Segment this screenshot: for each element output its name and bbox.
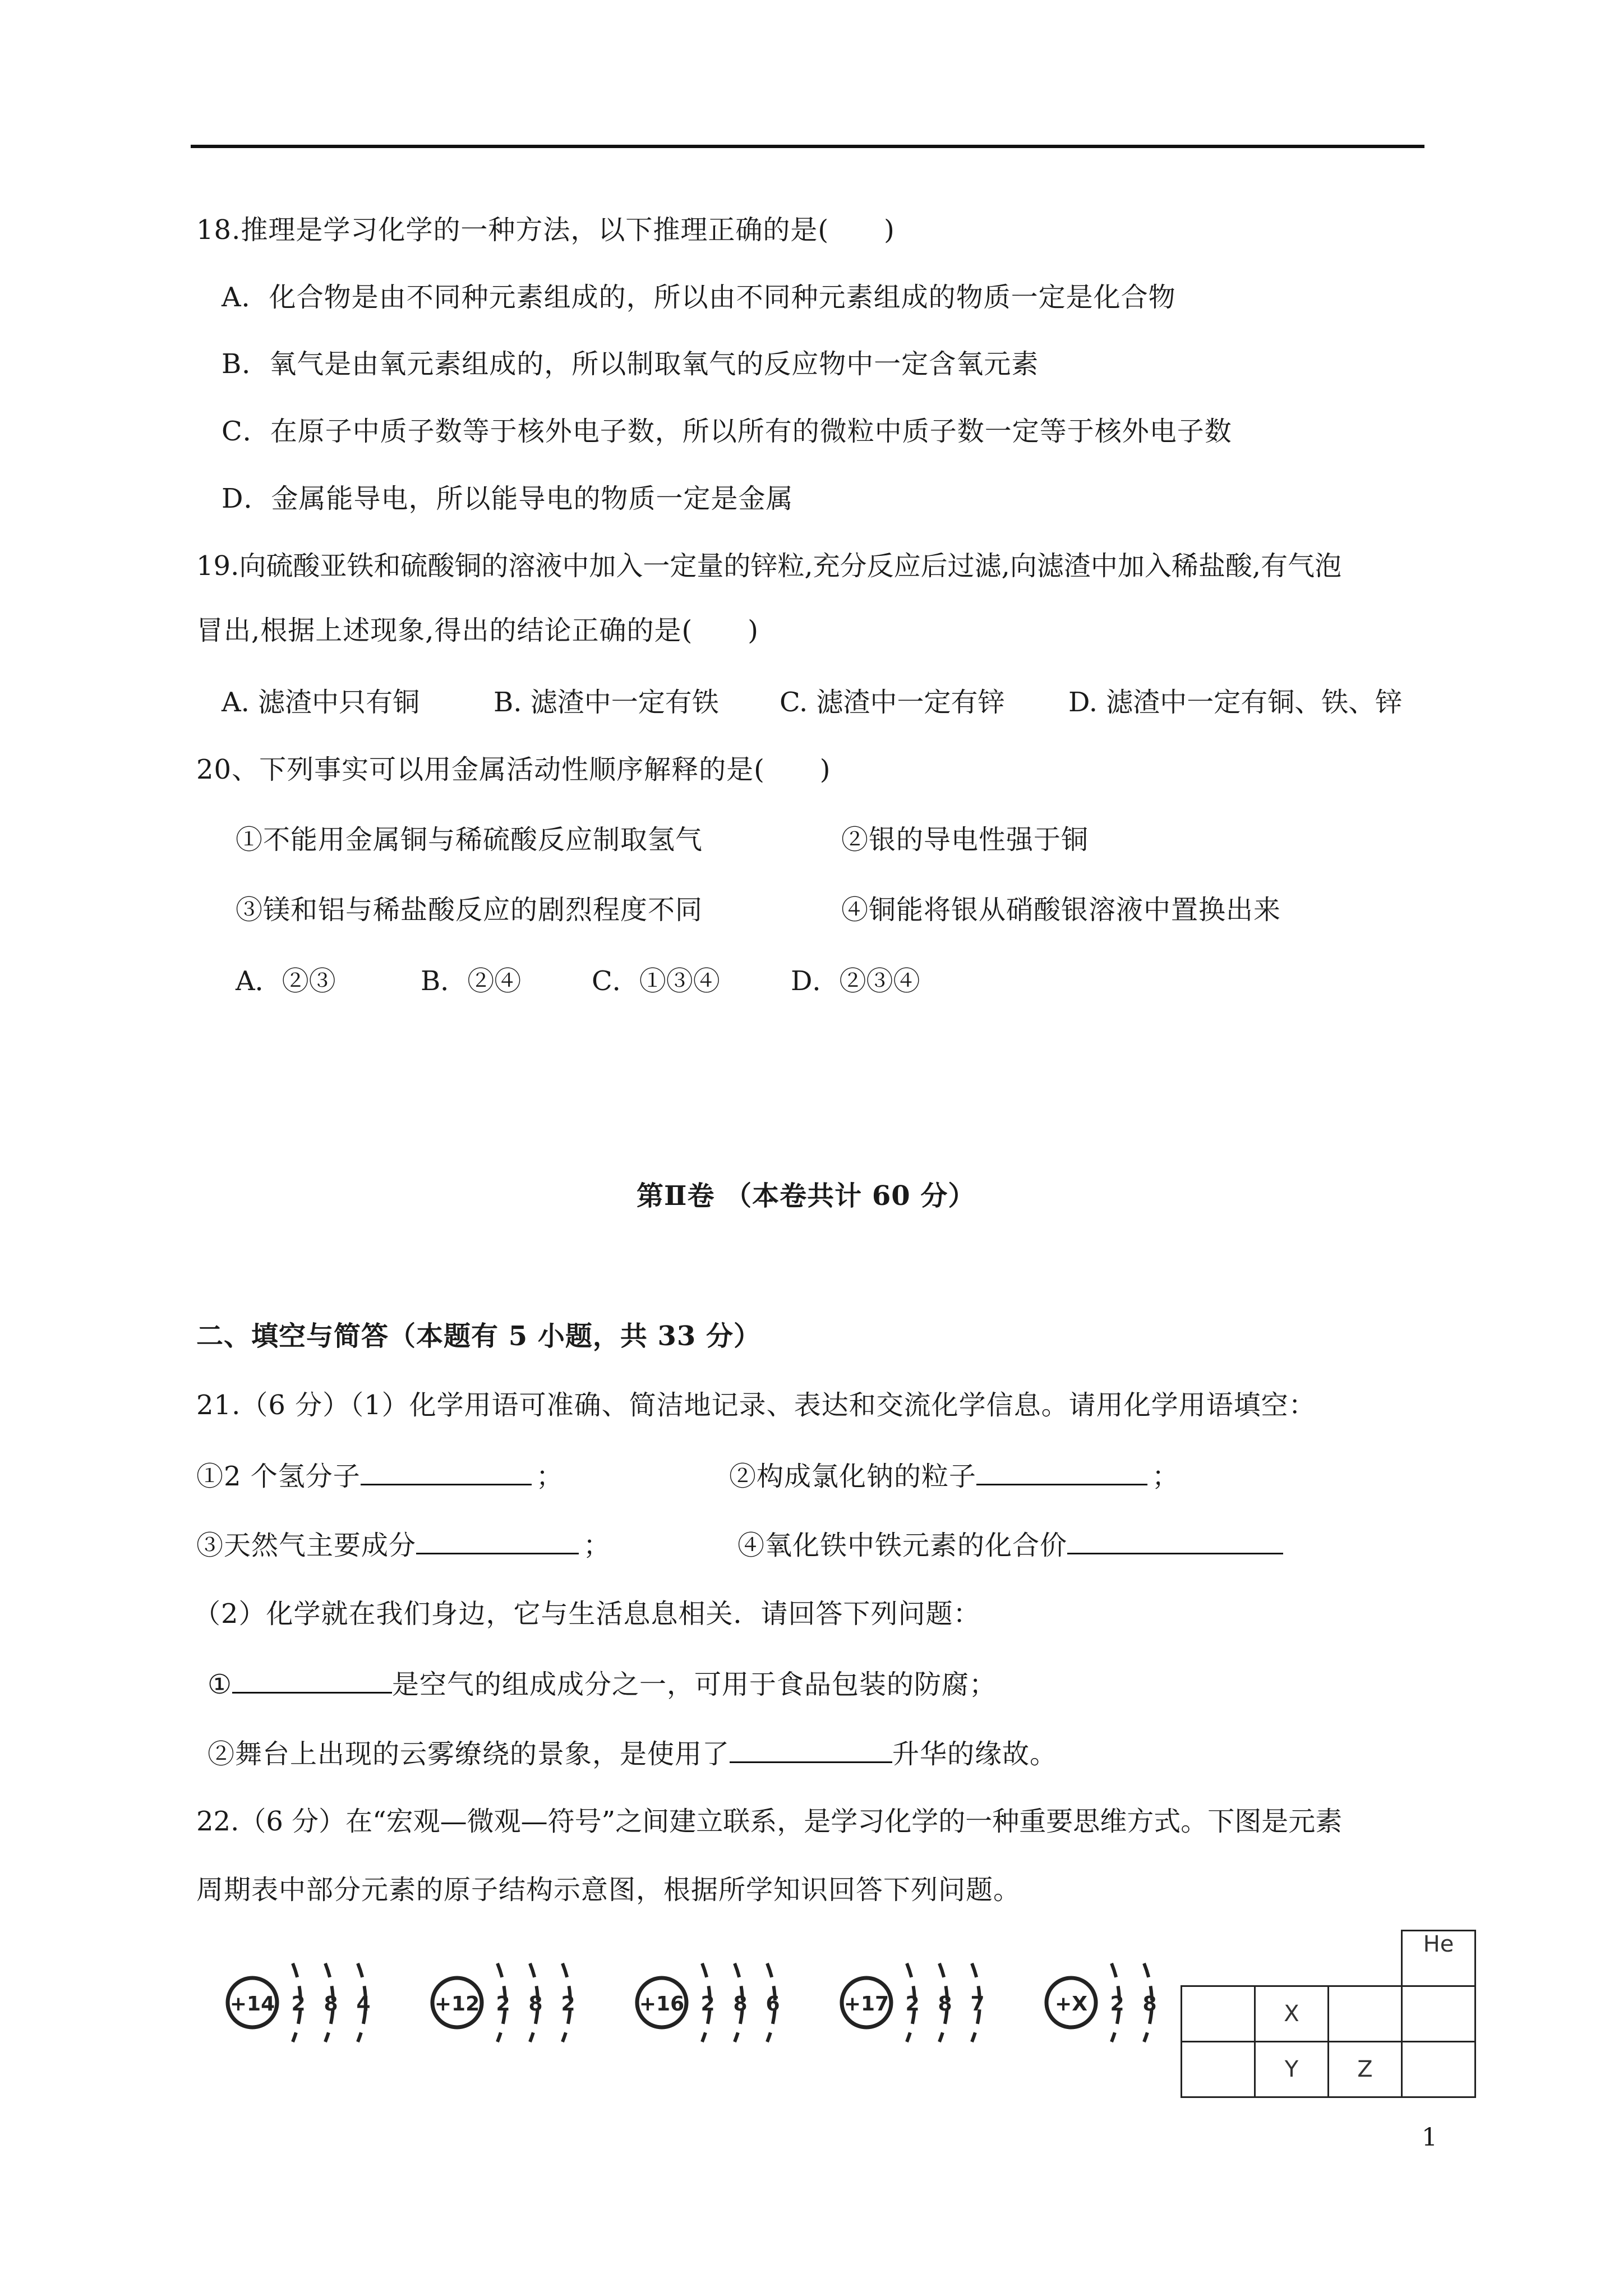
header-rule: [191, 145, 1424, 148]
shell-electron-count: 4: [356, 1993, 371, 2016]
q20-option-a: A．②③: [236, 965, 336, 997]
q18-option-c: C．在原子中质子数等于核外电子数，所以所有的微粒中质子数一定等于核外电子数: [222, 416, 1232, 447]
nucleus-charge: +14: [229, 1993, 275, 2016]
answer-blank-6[interactable]: [730, 1734, 892, 1763]
separator: ；: [536, 1461, 564, 1492]
pt-empty-cell: [1329, 1931, 1402, 1986]
shell-electron-count: 2: [905, 1993, 920, 2016]
q21-part2-item-1-prefix: ①: [208, 1669, 233, 1700]
answer-blank-2[interactable]: [976, 1457, 1147, 1485]
q19-option-d: D. 滤渣中一定有铜、铁、锌: [1068, 687, 1403, 718]
separator: ；: [1152, 1461, 1180, 1492]
q21-item-2-label: ②构成氯化钠的粒子: [729, 1461, 977, 1492]
shell-electron-count: 6: [766, 1993, 780, 2016]
q21-item-2: [729, 1457, 1179, 1494]
q18-option-b: B．氧气是由氧元素组成的，所以制取氧气的反应物中一定含氧元素: [222, 348, 1039, 380]
q18-option-d: D．金属能导电，所以能导电的物质一定是金属: [222, 483, 794, 514]
q22-stem-line2: 周期表中部分元素的原子结构示意图，根据所学知识回答下列问题。: [196, 1874, 1021, 1906]
pt-cell: [1182, 2042, 1255, 2097]
pt-cell: [1402, 2042, 1476, 2097]
pt-cell-y: Y: [1255, 2042, 1329, 2097]
shell-electron-count: 8: [528, 1993, 543, 2016]
atom-diagram: [637, 1963, 780, 2042]
q21-part2-item-2-suffix: 升华的缘故。: [892, 1738, 1058, 1770]
shell-electron-count: 2: [561, 1993, 575, 2016]
pt-cell-z: Z: [1329, 2042, 1402, 2097]
pt-cell: [1402, 1986, 1476, 2042]
q20-fact-2: ②银的导电性强于铜: [841, 824, 1089, 855]
q21-item-1-label: ①2 个氢分子: [196, 1461, 361, 1492]
pt-cell-x: X: [1255, 1986, 1329, 2042]
separator: ；: [583, 1530, 611, 1561]
atom-diagram: [228, 1963, 371, 2042]
q20-option-c: C．①③④: [592, 965, 720, 997]
q21-part2-item-2-prefix: ②舞台上出现的云雾缭绕的景象，是使用了: [208, 1738, 730, 1770]
nucleus-charge: +17: [843, 1993, 889, 2016]
pt-cell: [1329, 1986, 1402, 2042]
nucleus-charge: +X: [1055, 1993, 1087, 2016]
shell-electron-count: 2: [291, 1993, 306, 2016]
answer-blank-1[interactable]: [361, 1457, 532, 1485]
section-title: 第Ⅱ卷 （本卷共计 60 分）: [637, 1180, 976, 1212]
shell-electron-count: 8: [324, 1993, 338, 2016]
nucleus-charge: +16: [639, 1993, 685, 2016]
q20-option-b: B．②④: [421, 965, 522, 997]
atom-diagram: [842, 1963, 985, 2042]
shell-electron-count: 7: [970, 1993, 985, 2016]
q21-item-1: [196, 1457, 564, 1494]
nucleus-charge: +12: [434, 1993, 480, 2016]
atoms-group: [228, 1963, 1157, 2042]
q21-part2-item-2: [208, 1734, 1057, 1772]
q20-stem: 20、下列事实可以用金属活动性顺序解释的是( ): [196, 754, 831, 785]
q21-part2-item-1-suffix: 是空气的组成成分之一，可用于食品包装的防腐；: [392, 1669, 997, 1700]
q20-fact-3: ③镁和铝与稀盐酸反应的剧烈程度不同: [236, 894, 703, 926]
part2-heading: 二、填空与简答（本题有 5 小题，共 33 分）: [196, 1320, 762, 1352]
pt-cell-he: He: [1402, 1931, 1476, 1986]
q21-part2: （2）化学就在我们身边，它与生活息息相关．请回答下列问题：: [193, 1598, 981, 1630]
q19-option-a: A. 滤渣中只有铜: [222, 687, 420, 718]
pt-empty-cell: [1255, 1931, 1329, 1986]
shell-electron-count: 2: [1110, 1993, 1124, 2016]
pt-cell: [1182, 1986, 1255, 2042]
shell-electron-count: 8: [733, 1993, 748, 2016]
q21-stem: 21.（6 分）（1）化学用语可准确、简洁地记录、表达和交流化学信息。请用化学用语填空：: [196, 1389, 1316, 1421]
answer-blank-4[interactable]: [1067, 1526, 1283, 1554]
q22-stem-line1: 22.（6 分）在“宏观—微观—符号”之间建立联系，是学习化学的一种重要思维方式。下图是元素: [196, 1806, 1343, 1837]
shell-electron-count: 8: [1142, 1993, 1157, 2016]
q20-fact-4: ④铜能将银从硝酸银溶液中置换出来: [841, 894, 1281, 926]
q18-stem: 18.推理是学习化学的一种方法，以下推理正确的是( ): [196, 214, 895, 246]
atom-diagram: [432, 1963, 575, 2042]
shell-electron-count: 2: [700, 1993, 715, 2016]
q19-option-c: C. 滤渣中一定有锌: [780, 687, 1005, 718]
periodic-table-fragment: [1181, 1930, 1476, 2098]
q20-option-d: D．②③④: [791, 965, 920, 997]
atom-structure-diagrams: [222, 1913, 1164, 2104]
pt-empty-cell: [1182, 1931, 1255, 1986]
answer-blank-5[interactable]: [232, 1665, 392, 1694]
q21-item-4: [737, 1526, 1283, 1563]
q21-item-4-label: ④氧化铁中铁元素的化合价: [737, 1530, 1068, 1561]
shell-electron-count: 2: [496, 1993, 510, 2016]
answer-blank-3[interactable]: [416, 1526, 579, 1554]
shell-electron-count: 8: [938, 1993, 952, 2016]
q18-option-a: A．化合物是由不同种元素组成的，所以由不同种元素组成的物质一定是化合物: [222, 282, 1176, 313]
atom-diagram: [1046, 1963, 1157, 2042]
q19-stem-line1: 19.向硫酸亚铁和硫酸铜的溶液中加入一定量的锌粒,充分反应后过滤,向滤渣中加入稀盐酸,有气泡: [196, 550, 1342, 582]
page-number: 1: [1422, 2123, 1437, 2152]
q21-item-3-label: ③天然气主要成分: [196, 1530, 417, 1561]
q21-part2-item-1: [208, 1665, 997, 1703]
q20-fact-1: ①不能用金属铜与稀硫酸反应制取氢气: [236, 824, 703, 855]
q21-item-3: [196, 1526, 611, 1563]
q19-stem-line2: 冒出,根据上述现象,得出的结论正确的是( ): [196, 615, 759, 646]
q19-option-b: B. 滤渣中一定有铁: [494, 687, 719, 718]
